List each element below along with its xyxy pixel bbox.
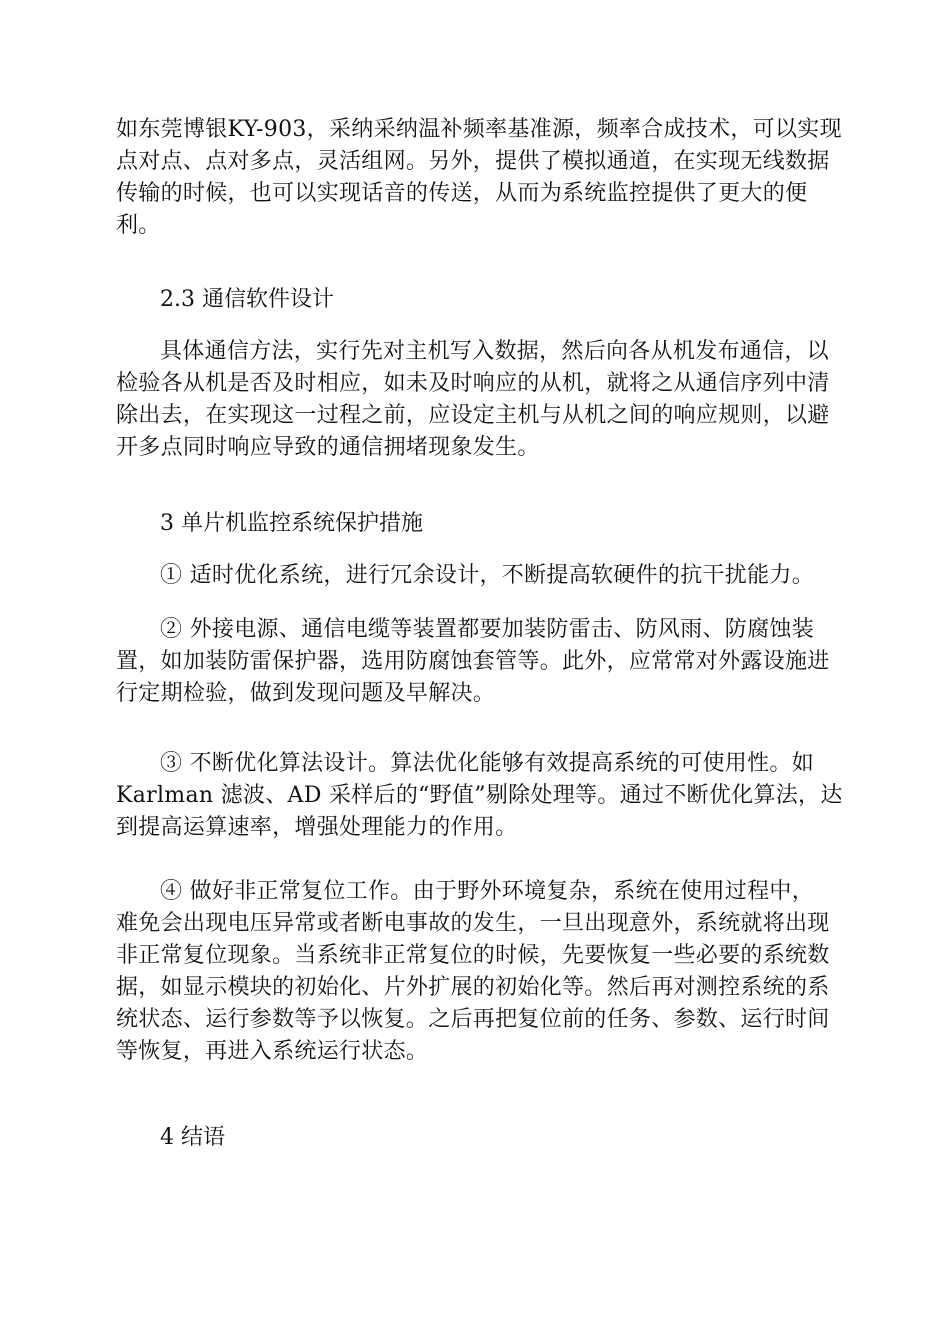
- section-heading-4: 4 结语: [160, 1125, 225, 1150]
- text-line: 如东莞博银KY-903，采纳采纳温补频率基准源，频率合成技术，可以实现: [116, 117, 842, 142]
- text-line: ④ 做好非正常复位工作。由于野外环境复杂，系统在使用过程中，: [160, 879, 814, 904]
- text-line: 具体通信方法，实行先对主机写入数据，然后向各从机发布通信，以: [160, 339, 830, 364]
- text-line: 检验各从机是否及时相应，如未及时响应的从机，就将之从通信序列中清: [116, 371, 830, 396]
- text-line: 利。: [116, 213, 161, 238]
- text-line: 传输的时候，也可以实现话音的传送，从而为系统监控提供了更大的便: [116, 181, 808, 206]
- text-line: 据，如显示模块的初始化、片外扩展的初始化等。然后再对测控系统的系: [116, 975, 830, 1000]
- text-line: ② 外接电源、通信电缆等装置都要加装防雷击、防风雨、防腐蚀装: [160, 617, 814, 642]
- list-item-3: [116, 748, 843, 844]
- text-line: 到提高运算速率，增强处理能力的作用。: [116, 815, 518, 840]
- text-line: 行定期检验，做到发现问题及早解决。: [116, 681, 496, 706]
- paragraph-equipment-example: [116, 114, 842, 242]
- list-item-4: [116, 876, 838, 1068]
- text-line: 难免会出现电压异常或者断电事故的发生，一旦出现意外，系统就将出现: [116, 911, 830, 936]
- section-heading-2-3: 2.3 通信软件设计: [160, 287, 334, 312]
- text-line: 置，如加装防雷保护器，选用防腐蚀套管等。此外，应常常对外露设施进: [116, 649, 830, 674]
- text-line: ① 适时优化系统，进行冗余设计，不断提高软硬件的抗干扰能力。: [160, 563, 814, 588]
- text-line: 统状态、运行参数等予以恢复。之后再把复位前的任务、参数、运行时间: [116, 1007, 830, 1032]
- text-line: Karlman 滤波、AD 采样后的“野值”剔除处理等。通过不断优化算法，达: [116, 783, 843, 808]
- list-item-1: [116, 560, 838, 592]
- section-heading-3: 3 单片机监控系统保护措施: [160, 511, 423, 536]
- text-line: 点对点、点对多点，灵活组网。另外，提供了模拟通道，在实现无线数据: [116, 149, 830, 174]
- text-line: ③ 不断优化算法设计。算法优化能够有效提高系统的可使用性。如: [160, 751, 814, 776]
- text-line: 非正常复位现象。当系统非正常复位的时候，先要恢复一些必要的系统数: [116, 943, 830, 968]
- text-line: 等恢复，再进入系统运行状态。: [116, 1039, 429, 1064]
- list-item-2: [116, 614, 838, 710]
- text-line: 开多点同时响应导致的通信拥堵现象发生。: [116, 435, 540, 460]
- paragraph-communication-method: [116, 336, 838, 464]
- text-line: 除出去，在实现这一过程之前，应设定主机与从机之间的响应规则，以避: [116, 403, 830, 428]
